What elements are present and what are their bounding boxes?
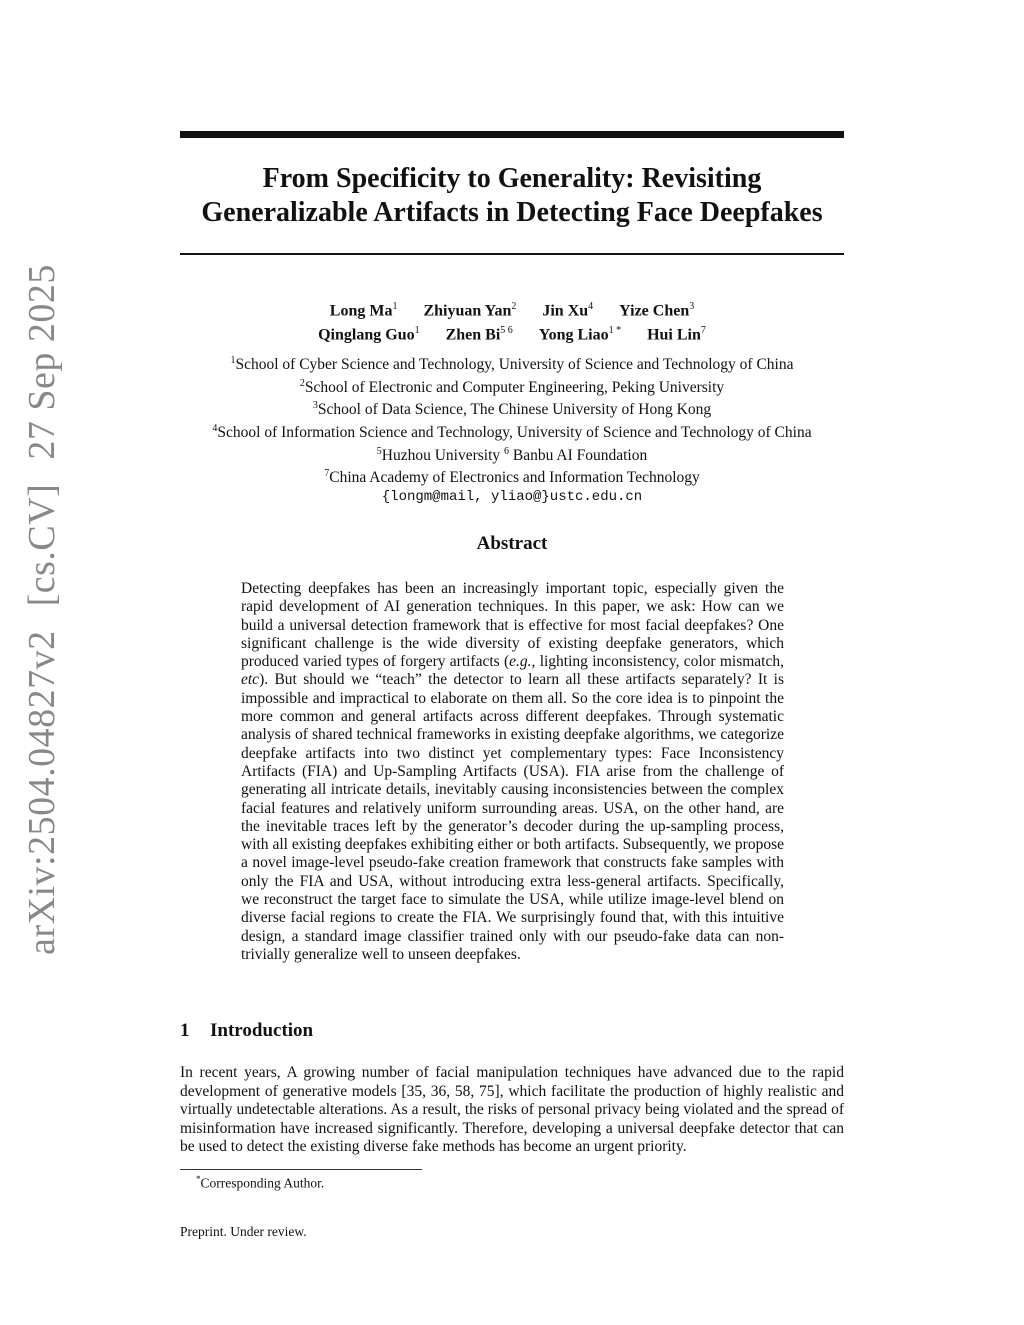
author: Qinglang Guo$^1$	[318, 325, 420, 344]
affiliation: $^7$China Academy of Electronics and Information Technology	[324, 468, 700, 487]
arxiv-id: arXiv:2504.04827v2	[21, 630, 63, 955]
title-bottom-rule	[180, 253, 844, 255]
arxiv-stamp	[20, 240, 64, 955]
author: Zhen $Bi^{5 6}$	[445, 325, 513, 344]
title-line-1: From Specificity to Generality: Revisiting	[262, 163, 762, 194]
arxiv-date: 27 Sep 2025	[21, 264, 63, 460]
affiliation: $^5$Huzhou University $^6$ Banbu AI Foundation	[376, 445, 648, 464]
introduction-paragraph: In recent years, A growing number of facial manipulation techniques have advanced due to the rapid development of generative models [35, 36, 58, 75], which facilitate the production of highly realistic and virtually undetectable alterations. As a result, the risks of personal privacy being violated and the spread of misinformation have increased significantly. Therefore, developing a universal deepfake detector that can be used to detect the existing diverse fake methods has become an urgent priority.	[180, 1064, 844, 1155]
arxiv-category: [cs.CV]	[21, 483, 63, 607]
affiliation: $^4$School of Information Science and Technology, University of Science and Technology of China	[212, 422, 812, 442]
author-list	[180, 297, 844, 346]
title-line-2: Generalizable Artifacts in Detecting Face Deepfakes	[201, 197, 823, 228]
author: Long Ma$^1$	[329, 301, 398, 320]
title-top-rule	[180, 131, 844, 138]
section-number: 1	[180, 1020, 190, 1041]
author: Jin Xu$^4$	[542, 301, 594, 320]
email-link[interactable]: {longm@mail, yliao@}ustc.edu.cn	[381, 488, 643, 505]
author-row-2	[180, 321, 844, 345]
preprint-note: Preprint. Under review.	[180, 1224, 307, 1239]
footnote: *Corresponding Author.	[196, 1174, 325, 1191]
abstract-text: Detecting deepfakes has been an increasingly important topic, especially given the rapid development of AI generation techniques. In this paper, we ask: How can we build a universal detection framework that is effective for most facial deepfakes? One significant challenge is the wide diversity of existing deepfake generators, which produced varied types of forgery artifacts (e.g., lighting inconsistency, color mismatch, etc). But should we “teach” the detector to learn all these artifacts separately? It is impossible and impractical to elaborate on them all. So the core idea is to pinpoint the more common and general artifacts across different deepfakes. Through systematic analysis of shared technical frameworks in existing deepfake algorithms, we categorize deepfake artifacts into two distinct yet complementary types: Face Inconsistency Artifacts (FIA) and Up-Sampling Artifacts (USA). FIA arise from the challenge of generating all intricate details, inevitably causing inconsistencies between the complex facial features and relatively uniform surrounding areas. USA, on the other hand, are the inevitable traces left by the generator’s decoder during the up-sampling process, with all existing deepfakes exhibiting either or both artifacts. Subsequently, we propose a novel image-level pseudo-fake creation framework that constructs fake samples with only the FIA and USA, without introducing extra less-general artifacts. Specifically, we reconstruct the target face to simulate the USA, while utilize image-level blend on diverse facial regions to create the FIA. We surprisingly found that, with this intuitive design, a standard image classifier trained only with our pseudo-fake data can non-trivially generalize well to unseen deepfakes.	[241, 580, 784, 963]
footnote-rule	[180, 1169, 422, 1170]
abstract-heading: Abstract	[476, 533, 548, 554]
author: Yong Liao$^{1 *}$	[538, 325, 622, 344]
author: Hui Lin$^7$	[647, 325, 706, 344]
paper-title	[180, 162, 844, 230]
section-title: Introduction	[210, 1020, 314, 1041]
author: Yize Chen$^3$	[619, 301, 695, 320]
affiliation: $^3$School of Data Science, The Chinese University of Hong Kong	[312, 400, 712, 419]
affiliation: $^1$School of Cyber Science and Technology, University of Science and Technology of China	[230, 355, 794, 374]
section-heading-introduction	[180, 1020, 313, 1042]
affiliations	[150, 352, 874, 506]
affiliation: $^2$School of Electronic and Computer Engineering, Peking University	[299, 377, 725, 396]
author-row-1	[180, 297, 844, 321]
author: Zhiyuan Yan$^2$	[423, 301, 517, 320]
